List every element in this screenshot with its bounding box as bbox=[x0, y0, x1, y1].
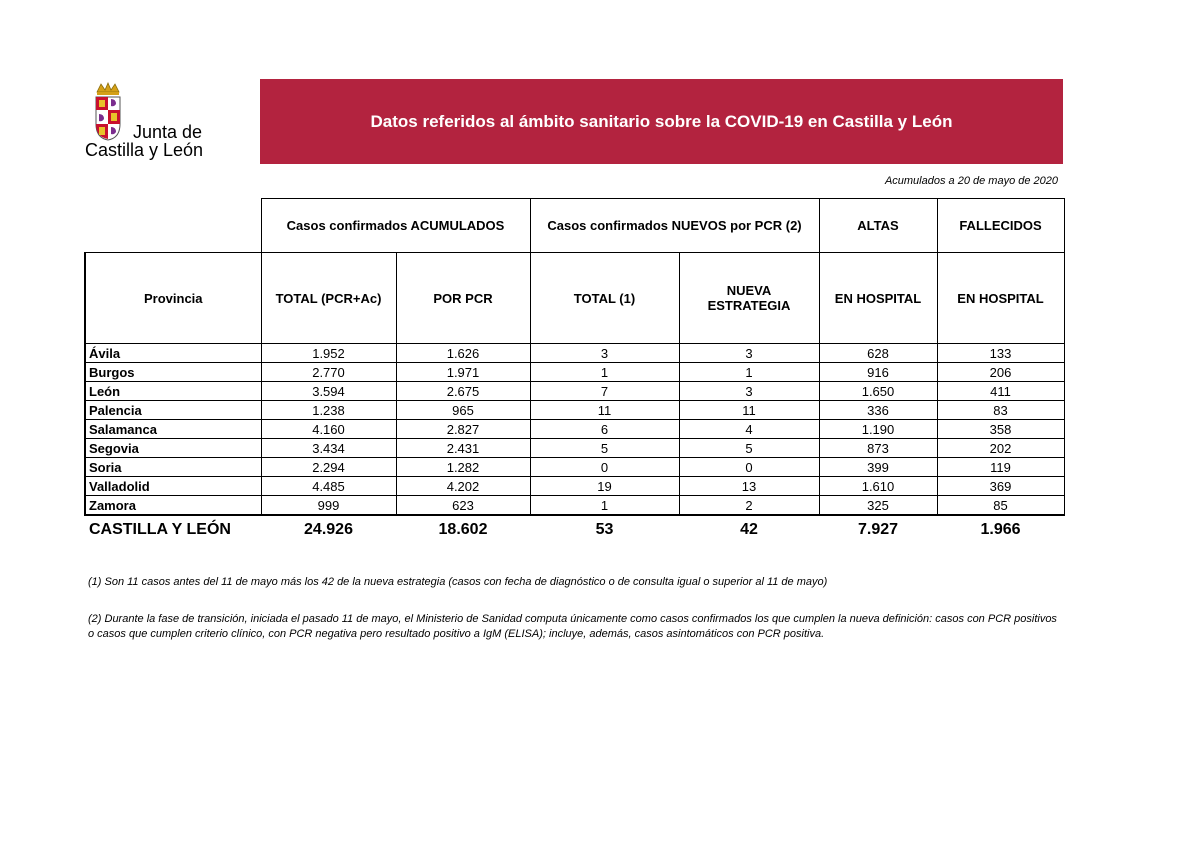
cell-nueva-estrategia: 13 bbox=[679, 477, 819, 496]
cell-por-pcr: 2.675 bbox=[396, 382, 530, 401]
cell-altas: 336 bbox=[819, 401, 937, 420]
province-name: Zamora bbox=[85, 496, 261, 516]
table-row bbox=[85, 382, 1064, 401]
cell-fallecidos: 83 bbox=[937, 401, 1064, 420]
province-name: Segovia bbox=[85, 439, 261, 458]
cell-nueva-estrategia: 5 bbox=[679, 439, 819, 458]
cell-fallecidos: 85 bbox=[937, 496, 1064, 516]
cell-total-1: 1 bbox=[530, 363, 679, 382]
table-row bbox=[85, 458, 1064, 477]
subheader-total-pcr-ac: TOTAL (PCR+Ac) bbox=[261, 253, 396, 344]
cell-altas: 916 bbox=[819, 363, 937, 382]
cell-altas: 628 bbox=[819, 344, 937, 363]
cell-por-pcr: 1.282 bbox=[396, 458, 530, 477]
cell-total-1: 6 bbox=[530, 420, 679, 439]
subheader-nueva-estrategia: NUEVA ESTRATEGIA bbox=[679, 253, 819, 344]
cell-nueva-estrategia: 4 bbox=[679, 420, 819, 439]
province-name: Salamanca bbox=[85, 420, 261, 439]
cell-fallecidos: 369 bbox=[937, 477, 1064, 496]
table-row bbox=[85, 401, 1064, 420]
cell-altas: 1.650 bbox=[819, 382, 937, 401]
cell-total-1: 3 bbox=[530, 344, 679, 363]
cell-total-1: 5 bbox=[530, 439, 679, 458]
subheader-por-pcr: POR PCR bbox=[396, 253, 530, 344]
accumulated-date: Acumulados a 20 de mayo de 2020 bbox=[884, 175, 1058, 187]
cell-por-pcr: 1.971 bbox=[396, 363, 530, 382]
table-row bbox=[85, 477, 1064, 496]
cell-nueva-estrategia: 0 bbox=[679, 458, 819, 477]
cell-total-pcr-ac: 2.770 bbox=[261, 363, 396, 382]
data-table bbox=[84, 198, 1065, 544]
cell-fallecidos: 358 bbox=[937, 420, 1064, 439]
province-name: Valladolid bbox=[85, 477, 261, 496]
subheader-altas-hospital: EN HOSPITAL bbox=[819, 253, 937, 344]
cell-nueva-estrategia: 1 bbox=[679, 363, 819, 382]
cell-total-pcr-ac: 3.594 bbox=[261, 382, 396, 401]
cell-nueva-estrategia: 3 bbox=[679, 344, 819, 363]
cell-altas: 873 bbox=[819, 439, 937, 458]
total-total-1: 53 bbox=[595, 521, 614, 538]
cell-total-1: 0 bbox=[530, 458, 679, 477]
province-name: Burgos bbox=[85, 363, 261, 382]
footnote-1: (1) Son 11 casos antes del 11 de mayo más los 42 de la nueva estrategia (casos con fecha de diagnóstico o de consulta igual o superior al 11 de mayo) bbox=[88, 576, 828, 588]
cell-por-pcr: 4.202 bbox=[396, 477, 530, 496]
cell-por-pcr: 623 bbox=[396, 496, 530, 516]
cell-fallecidos: 119 bbox=[937, 458, 1064, 477]
title-banner bbox=[260, 79, 1063, 164]
province-name: Ávila bbox=[85, 344, 261, 363]
logo-line-1: Junta de bbox=[133, 122, 203, 142]
cell-altas: 1.190 bbox=[819, 420, 937, 439]
province-name: Soria bbox=[85, 458, 261, 477]
header-fallecidos: FALLECIDOS bbox=[937, 199, 1064, 253]
table-row bbox=[85, 344, 1064, 363]
total-altas: 7.927 bbox=[857, 521, 899, 538]
table-row bbox=[85, 420, 1064, 439]
cell-total-1: 7 bbox=[530, 382, 679, 401]
subheader-fallecidos-hospital: EN HOSPITAL bbox=[937, 253, 1064, 344]
header-blank bbox=[85, 199, 261, 253]
cell-nueva-estrategia: 11 bbox=[679, 401, 819, 420]
cell-nueva-estrategia: 3 bbox=[679, 382, 819, 401]
table-row bbox=[85, 363, 1064, 382]
cell-total-pcr-ac: 3.434 bbox=[261, 439, 396, 458]
total-nueva-estrategia: 42 bbox=[740, 521, 758, 538]
total-fallecidos: 1.966 bbox=[980, 521, 1021, 538]
cell-total-pcr-ac: 4.485 bbox=[261, 477, 396, 496]
cell-total-1: 19 bbox=[530, 477, 679, 496]
coat-of-arms-icon bbox=[93, 82, 123, 142]
logo-line-2: Castilla y León bbox=[85, 140, 204, 160]
total-row bbox=[85, 515, 1064, 544]
cell-por-pcr: 2.827 bbox=[396, 420, 530, 439]
cell-fallecidos: 202 bbox=[937, 439, 1064, 458]
logo bbox=[85, 82, 255, 162]
cell-por-pcr: 965 bbox=[396, 401, 530, 420]
group-header-row bbox=[85, 199, 1064, 253]
header-new-pcr: Casos confirmados NUEVOS por PCR (2) bbox=[530, 199, 819, 253]
page-title: Datos referidos al ámbito sanitario sobre la COVID-19 en Castilla y León bbox=[370, 111, 953, 131]
cell-total-pcr-ac: 1.952 bbox=[261, 344, 396, 363]
cell-por-pcr: 1.626 bbox=[396, 344, 530, 363]
cell-total-1: 1 bbox=[530, 496, 679, 516]
footnote-2: (2) Durante la fase de transición, iniciada el pasado 11 de mayo, el Ministerio de Sanidad computa únicamente como casos confirmados los que cumplen la nueva definición: casos con PCR positivos o casos que cumplen criterio clínico, con PCR negativa pero resultado positivo a IgM (ELISA); incluye, además, casos asintomáticos con PCR positiva. bbox=[88, 613, 1057, 640]
cell-altas: 1.610 bbox=[819, 477, 937, 496]
table-row bbox=[85, 439, 1064, 458]
cell-fallecidos: 411 bbox=[937, 382, 1064, 401]
sub-header-row bbox=[85, 253, 1064, 344]
header-accumulated: Casos confirmados ACUMULADOS bbox=[261, 199, 530, 253]
cell-fallecidos: 206 bbox=[937, 363, 1064, 382]
header-altas: ALTAS bbox=[819, 199, 937, 253]
cell-altas: 399 bbox=[819, 458, 937, 477]
cell-total-pcr-ac: 2.294 bbox=[261, 458, 396, 477]
cell-total-pcr-ac: 4.160 bbox=[261, 420, 396, 439]
province-name: Palencia bbox=[85, 401, 261, 420]
subheader-total-1: TOTAL (1) bbox=[530, 253, 679, 344]
cell-total-1: 11 bbox=[530, 401, 679, 420]
cell-por-pcr: 2.431 bbox=[396, 439, 530, 458]
table-row bbox=[85, 496, 1064, 516]
cell-total-pcr-ac: 1.238 bbox=[261, 401, 396, 420]
province-name: León bbox=[85, 382, 261, 401]
cell-nueva-estrategia: 2 bbox=[679, 496, 819, 516]
subheader-provincia: Provincia bbox=[85, 253, 261, 344]
cell-altas: 325 bbox=[819, 496, 937, 516]
total-label: CASTILLA Y LEÓN bbox=[89, 521, 231, 538]
total-por-pcr: 18.602 bbox=[438, 521, 488, 538]
total-total-pcr-ac: 24.926 bbox=[304, 521, 353, 538]
cell-total-pcr-ac: 999 bbox=[261, 496, 396, 516]
cell-fallecidos: 133 bbox=[937, 344, 1064, 363]
